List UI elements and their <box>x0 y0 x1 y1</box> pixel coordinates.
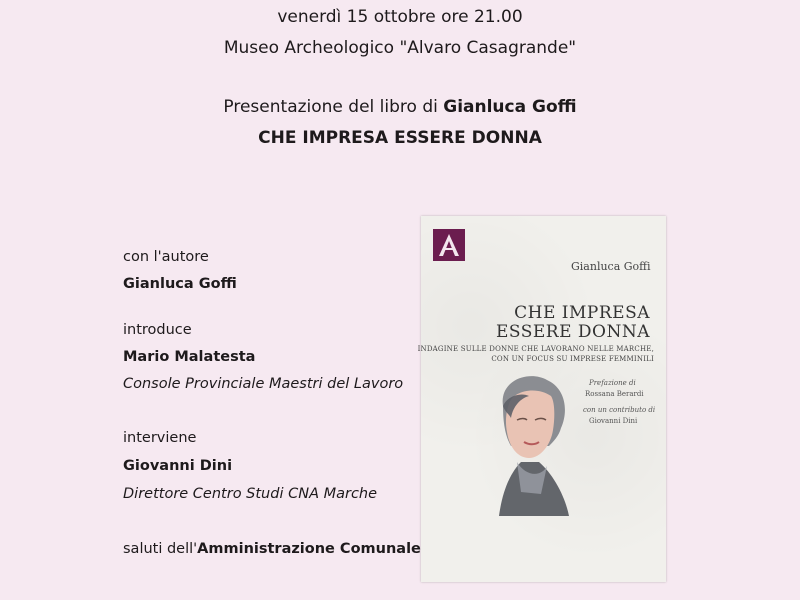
presentation-line <box>0 97 800 117</box>
greetings-org: Amministrazione Comunale <box>197 541 421 557</box>
introducer-role: Console Provinciale Maestri del Lavoro <box>123 376 404 392</box>
presentation-author: Gianluca Goffi <box>443 97 577 117</box>
event-date: venerdì 15 ottobre ore 21.00 <box>277 7 523 27</box>
introduces-label: introduce <box>123 322 192 338</box>
cover-subtitle-line2: CON UN FOCUS SU IMPRESE FEMMINILI <box>491 355 654 363</box>
preface-author: Rossana Berardi <box>585 390 644 398</box>
greetings-prefix: saluti dell' <box>123 541 198 557</box>
introducer-name: Mario Malatesta <box>123 349 256 365</box>
event-venue: Museo Archeologico "Alvaro Casagrande" <box>223 38 577 58</box>
portrait-illustration <box>469 366 589 521</box>
speaker-name: Giovanni Dini <box>123 458 233 474</box>
contribution-author: Giovanni Dini <box>589 417 638 425</box>
contribution-label: con un contributo di <box>583 406 656 414</box>
publisher-logo-icon <box>433 229 465 261</box>
cover-author: Gianluca Goffi <box>571 260 651 273</box>
book-title-heading: CHE IMPRESA ESSERE DONNA <box>258 128 542 148</box>
cover-subtitle-line1: INDAGINE SULLE DONNE CHE LAVORANO NELLE MARCHE, <box>417 345 654 353</box>
cover-title-line1: CHE IMPRESA <box>514 303 650 323</box>
speaker-role: Direttore Centro Studi CNA Marche <box>123 486 378 502</box>
greetings-line <box>123 541 421 557</box>
speaks-label: interviene <box>123 430 197 446</box>
preface-label: Prefazione di <box>589 379 636 387</box>
with-author-label: con l'autore <box>123 249 209 265</box>
author-name: Gianluca Goffi <box>123 276 237 292</box>
cover-title-line2: ESSERE DONNA <box>495 322 650 342</box>
presentation-prefix: Presentazione del libro di <box>223 97 444 117</box>
book-cover <box>417 216 666 582</box>
